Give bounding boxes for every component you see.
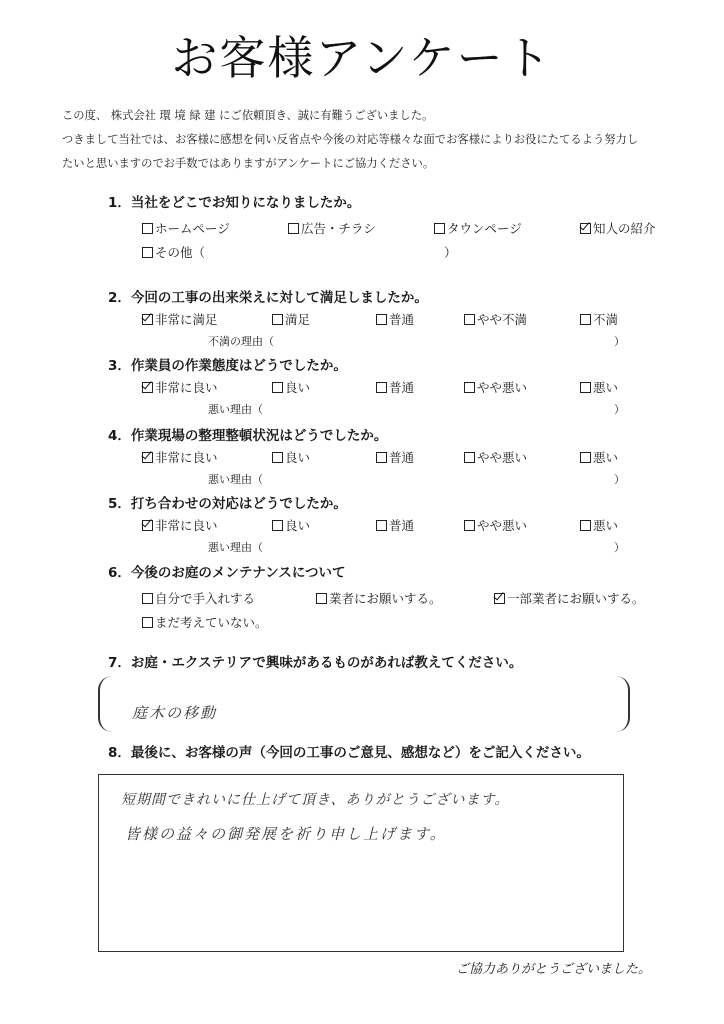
q2-option-4[interactable]: やや不満 [464, 309, 527, 331]
checkbox[interactable] [464, 314, 475, 325]
checkbox[interactable] [376, 382, 387, 393]
question-2 [108, 287, 688, 353]
q2-option-3[interactable]: 普通 [376, 309, 414, 331]
checkbox[interactable] [376, 314, 387, 325]
q1-other-close: ） [444, 245, 457, 260]
q5-reason-close: ） [614, 541, 625, 554]
checkbox[interactable] [580, 314, 591, 325]
closing-message: ご協力ありがとうございました。 [456, 962, 652, 977]
checkbox[interactable] [580, 452, 591, 463]
checkbox[interactable] [142, 223, 153, 234]
checkbox[interactable] [142, 314, 153, 325]
checkbox[interactable] [464, 520, 475, 531]
q1-option-townpage[interactable]: タウンページ [434, 218, 522, 240]
q3-option-4[interactable]: やや悪い [464, 377, 527, 399]
checkbox[interactable] [316, 593, 327, 604]
question-4-title: 4．作業現場の整理整頓状況はどうでしたか。 [108, 428, 388, 444]
checkbox[interactable] [142, 520, 153, 531]
checkbox[interactable] [464, 452, 475, 463]
checkbox[interactable] [494, 593, 505, 604]
checkbox[interactable] [288, 223, 299, 234]
question-1-title: 1．当社をどこでお知りになりましたか。 [108, 195, 361, 211]
q1-option-referral[interactable]: 知人の紹介 [580, 218, 656, 240]
q5-option-1[interactable]: 非常に良い [142, 515, 218, 537]
q3-reason-close: ） [614, 403, 625, 416]
q2-reason-close: ） [614, 335, 625, 348]
q2-option-5[interactable]: 不満 [580, 309, 618, 331]
question-8 [108, 742, 688, 764]
intro-line: たいと思いますのでお手数ではありますがアンケートにご協力ください。 [62, 157, 435, 170]
checkbox[interactable] [272, 314, 283, 325]
q3-option-2[interactable]: 良い [272, 377, 310, 399]
q1-option-other[interactable]: その他（ [142, 242, 205, 264]
question-3 [108, 355, 688, 421]
q5-option-4[interactable]: やや悪い [464, 515, 527, 537]
question-2-title: 2．今回の工事の出来栄えに対して満足しましたか。 [108, 290, 428, 306]
checkbox[interactable] [142, 382, 153, 393]
question-6-title: 6．今後のお庭のメンテナンスについて [108, 565, 346, 581]
q2-reason-label: 不満の理由（ [208, 335, 274, 348]
q3-option-5[interactable]: 悪い [580, 377, 618, 399]
q6-option-partial[interactable]: 一部業者にお願いする。 [494, 588, 645, 610]
q2-option-1[interactable]: 非常に満足 [142, 309, 218, 331]
checkbox[interactable] [272, 382, 283, 393]
q3-option-3[interactable]: 普通 [376, 377, 414, 399]
q5-option-2[interactable]: 良い [272, 515, 310, 537]
q5-reason-label: 悪い理由（ [208, 541, 263, 554]
question-6 [108, 562, 688, 636]
question-5-title: 5．打ち合わせの対応はどうでしたか。 [108, 496, 347, 512]
q7-handwritten-answer: 庭木の移動 [132, 704, 218, 722]
checkbox[interactable] [272, 520, 283, 531]
q5-option-3[interactable]: 普通 [376, 515, 414, 537]
intro-text [62, 104, 692, 176]
q4-reason-close: ） [614, 473, 625, 486]
intro-line: つきまして当社では、お客様に感想を伺い反省点や今後の対応等様々な面でお客様によりお役にたてるよう努力し [62, 133, 639, 146]
checkbox[interactable] [434, 223, 445, 234]
checkbox[interactable] [142, 247, 153, 258]
question-5 [108, 493, 688, 559]
question-4 [108, 425, 688, 491]
q3-reason-label: 悪い理由（ [208, 403, 263, 416]
checkbox[interactable] [376, 520, 387, 531]
checkbox[interactable] [580, 382, 591, 393]
q7-answer-area[interactable] [98, 676, 630, 732]
checkbox[interactable] [272, 452, 283, 463]
q3-option-1[interactable]: 非常に良い [142, 377, 218, 399]
q4-option-1[interactable]: 非常に良い [142, 447, 218, 469]
checkbox[interactable] [142, 593, 153, 604]
q6-option-undecided[interactable]: まだ考えていない。 [142, 612, 268, 634]
page-title: お客様アンケート [171, 31, 553, 85]
checkbox[interactable] [464, 382, 475, 393]
checkbox[interactable] [142, 452, 153, 463]
question-8-title: 8．最後に、お客様の声（今回の工事のご意見、感想など）をご記入ください。 [108, 745, 590, 761]
question-3-title: 3．作業員の作業態度はどうでしたか。 [108, 358, 347, 374]
q4-option-5[interactable]: 悪い [580, 447, 618, 469]
question-1 [108, 192, 688, 266]
q5-option-5[interactable]: 悪い [580, 515, 618, 537]
q8-answer-area[interactable] [98, 774, 624, 952]
q4-option-3[interactable]: 普通 [376, 447, 414, 469]
q6-option-contractor[interactable]: 業者にお願いする。 [316, 588, 442, 610]
q4-option-4[interactable]: やや悪い [464, 447, 527, 469]
checkbox[interactable] [376, 452, 387, 463]
q4-reason-label: 悪い理由（ [208, 473, 263, 486]
q8-handwritten-line: 短期間できれいに仕上げて頂き、ありがとうございます。 [121, 792, 510, 808]
q1-option-flyer[interactable]: 広告・チラシ [288, 218, 376, 240]
checkbox[interactable] [580, 520, 591, 531]
q2-option-2[interactable]: 満足 [272, 309, 310, 331]
checkbox[interactable] [142, 617, 153, 628]
question-7-title: 7．お庭・エクステリアで興味があるものがあれば教えてください。 [108, 655, 523, 671]
intro-line: この度、 株式会社 環 境 緑 建 にご依頼頂き、誠に有難うございました。 [62, 109, 434, 122]
q1-option-homepage[interactable]: ホームページ [142, 218, 230, 240]
q8-handwritten-line: 皆様の益々の御発展を祈り申し上げます。 [125, 825, 447, 843]
checkbox[interactable] [580, 223, 591, 234]
q4-option-2[interactable]: 良い [272, 447, 310, 469]
q6-option-self[interactable]: 自分で手入れする [142, 588, 255, 610]
question-7 [108, 652, 688, 674]
